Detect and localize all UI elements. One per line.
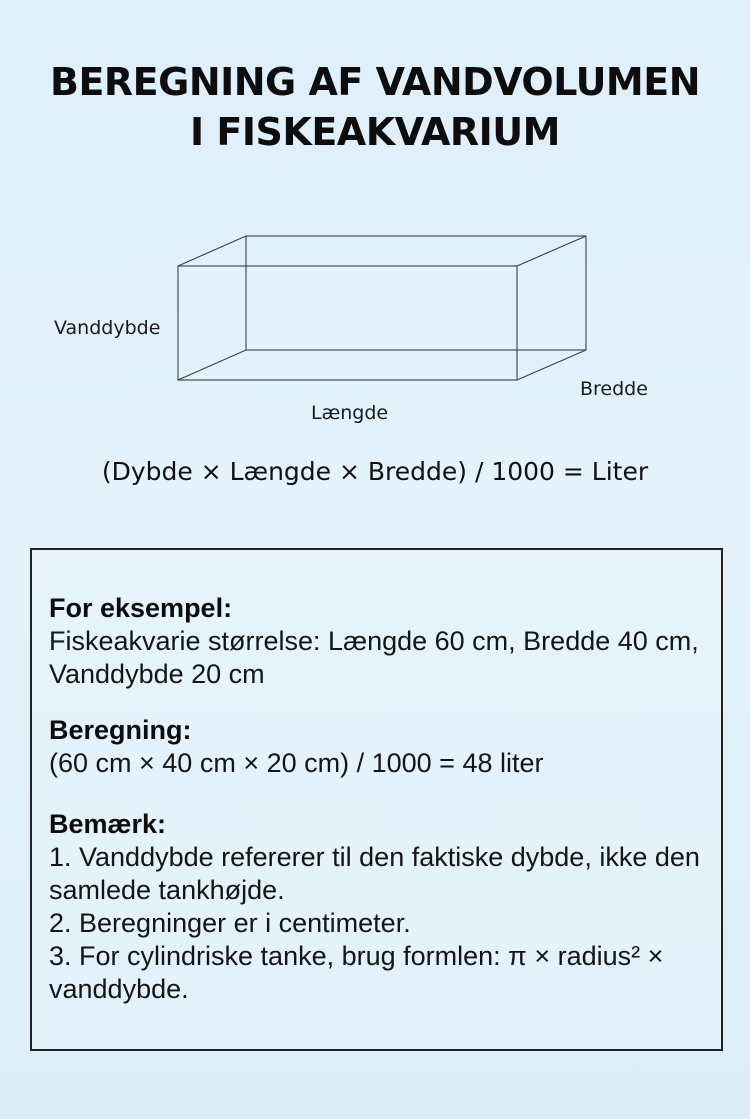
example-text: Fiskeakvarie størrelse: Længde 60 cm, Bredde 40 cm, Vanddybde 20 cm bbox=[49, 626, 699, 689]
length-label: Længde bbox=[311, 402, 389, 424]
example-section bbox=[49, 592, 714, 691]
page-title-line-1: BEREGNING AF VANDVOLUMEN bbox=[49, 60, 700, 104]
info-box bbox=[30, 548, 723, 1051]
note-item: 1. Vanddybde refererer til den faktiske dybde, ikke den samlede tankhøjde. bbox=[49, 842, 700, 905]
example-heading: For eksempel: bbox=[49, 593, 233, 623]
note-item: 3. For cylindriske tanke, brug formlen: π × radius² × vanddybde. bbox=[49, 941, 664, 1004]
aquarium-edge-bottom-right bbox=[517, 350, 586, 380]
notes-heading: Bemærk: bbox=[49, 809, 167, 839]
depth-label: Vanddybde bbox=[54, 317, 161, 339]
aquarium-edge-bottom-left bbox=[178, 350, 246, 380]
notes-section bbox=[49, 808, 714, 1006]
calculation-heading: Beregning: bbox=[49, 715, 192, 745]
aquarium-edge-top-left bbox=[178, 236, 246, 266]
width-label: Bredde bbox=[580, 378, 648, 400]
volume-formula: (Dybde × Længde × Bredde) / 1000 = Liter bbox=[101, 457, 649, 486]
calculation-text: (60 cm × 40 cm × 20 cm) / 1000 = 48 liter bbox=[49, 748, 544, 778]
aquarium-back-face bbox=[246, 236, 586, 350]
page-title-line-2: I FISKEAKVARIUM bbox=[190, 110, 560, 154]
note-item: 2. Beregninger er i centimeter. bbox=[49, 908, 411, 938]
aquarium-edge-top-right bbox=[517, 236, 586, 266]
calculation-section bbox=[49, 714, 714, 780]
aquarium-front-face bbox=[178, 266, 517, 380]
